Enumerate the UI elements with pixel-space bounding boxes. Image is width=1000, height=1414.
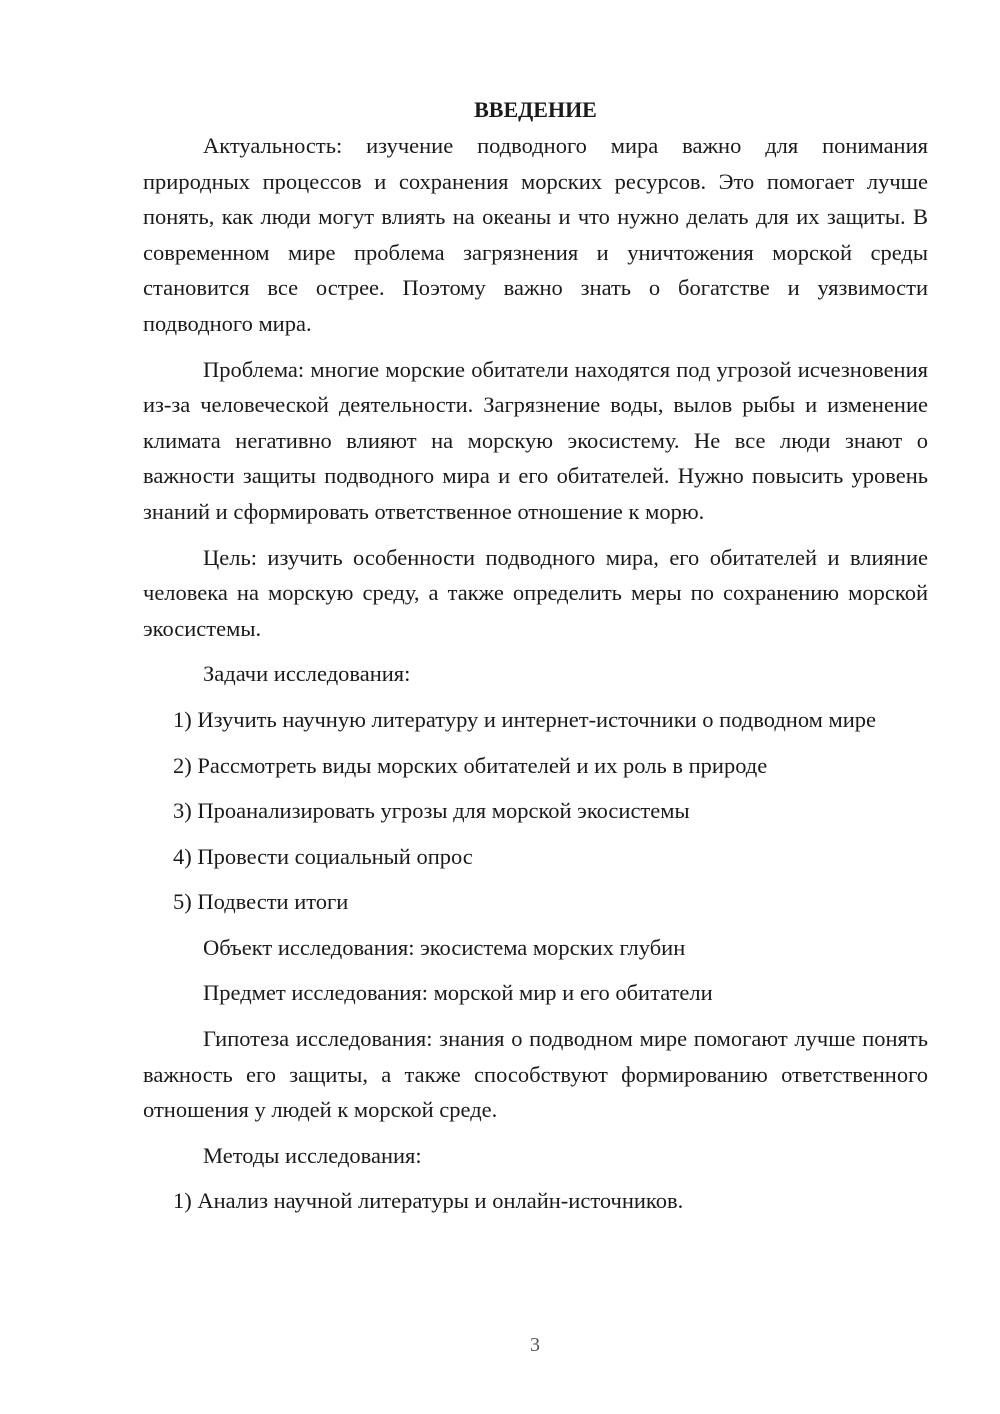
relevance-paragraph: Актуальность: изучение подводного мира важно для понимания природных процессов и сохранения морских ресурсов. Это помогает лучше понять, как люди могут влиять на океаны и что нужно делать для их защиты. В современном мире проблема загрязнения и уничтожения морской среды становится все острее. Поэтому важно знать о богатстве и уязвимости подводного мира. [143, 133, 928, 336]
problem-paragraph: Проблема: многие морские обитатели находятся под угрозой исчезновения из-за человеческой деятельности. Загрязнение воды, вылов рыбы и изменение климата негативно влияют на морскую экосистему. Не все люди знают о важности защиты подводного мира и его обитателей. Нужно повысить уровень знаний и сформировать ответственное отношение к морю. [143, 356, 928, 524]
goal-paragraph: Цель: изучить особенности подводного мира, его обитателей и влияние человека на морскую среду, а также определить меры по сохранению морской экосистемы. [143, 544, 928, 641]
tasks-heading: Задачи исследования: [203, 661, 411, 687]
methods-heading: Методы исследования: [203, 1142, 422, 1168]
task-item: 1) Изучить научную литературу и интернет-источники о подводном мире [173, 706, 877, 732]
task-item: 2) Рассмотреть виды морских обитателей и их роль в природе [173, 752, 768, 778]
task-item: 4) Провести социальный опрос [173, 843, 473, 869]
method-item: 1) Анализ научной литературы и онлайн-источников. [173, 1188, 684, 1214]
task-item: 5) Подвести итоги [173, 889, 349, 915]
hypothesis-paragraph: Гипотеза исследования: знания о подводном мире помогают лучше понять важность его защиты, а также способствуют формированию ответственного отношения у людей к морской среде. [143, 1026, 928, 1123]
document-page [143, 92, 928, 1229]
page-number: 3 [530, 1334, 540, 1356]
page-title: ВВЕДЕНИЕ [474, 97, 597, 122]
task-item: 3) Проанализировать угрозы для морской экосистемы [173, 798, 690, 824]
object-line: Объект исследования: экосистема морских глубин [203, 934, 686, 960]
subject-line: Предмет исследования: морской мир и его обитатели [203, 980, 713, 1006]
